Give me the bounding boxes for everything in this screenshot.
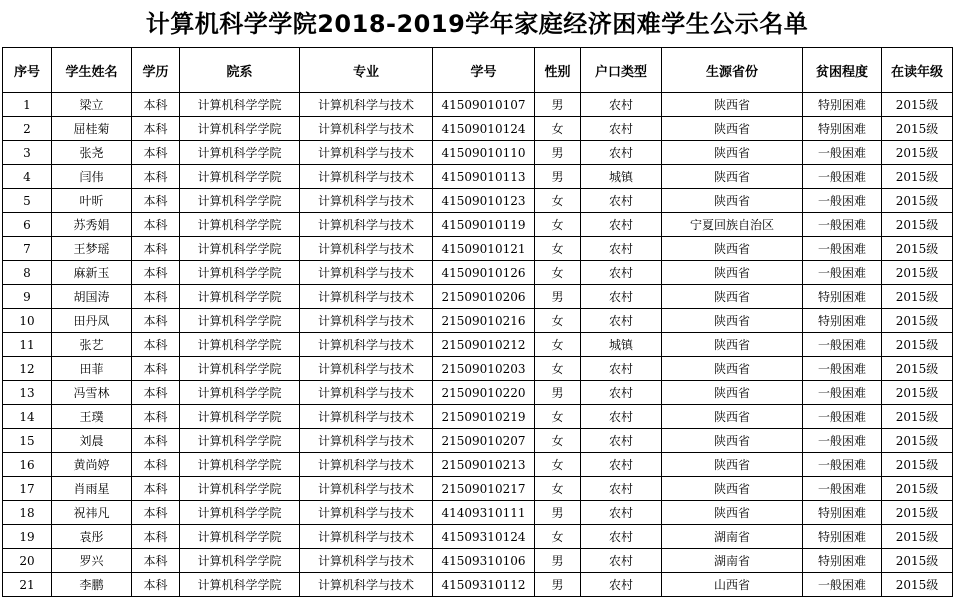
cell-student-name: 田丹凤 [52,309,132,333]
cell-department: 计算机科学学院 [180,453,300,477]
cell-origin-province: 宁夏回族自治区 [662,213,803,237]
cell-index: 13 [3,381,52,405]
cell-department: 计算机科学学院 [180,429,300,453]
cell-department: 计算机科学学院 [180,573,300,597]
cell-gender: 男 [535,141,581,165]
cell-gender: 男 [535,165,581,189]
cell-household-type: 农村 [581,453,662,477]
cell-household-type: 农村 [581,381,662,405]
cell-degree: 本科 [132,405,180,429]
cell-student-name: 李鹏 [52,573,132,597]
cell-student-name: 冯雪林 [52,381,132,405]
cell-degree: 本科 [132,525,180,549]
cell-grade: 2015级 [882,573,953,597]
cell-major: 计算机科学与技术 [300,429,433,453]
cell-poverty-level: 一般困难 [803,477,882,501]
cell-grade: 2015级 [882,213,953,237]
cell-student-name: 罗兴 [52,549,132,573]
cell-degree: 本科 [132,285,180,309]
cell-department: 计算机科学学院 [180,405,300,429]
table-row [3,117,953,141]
student-list-table [2,47,953,597]
cell-department: 计算机科学学院 [180,525,300,549]
cell-grade: 2015级 [882,285,953,309]
cell-department: 计算机科学学院 [180,549,300,573]
table-row [3,501,953,525]
table-row [3,525,953,549]
cell-student-name: 麻新玉 [52,261,132,285]
cell-student-id: 41509010121 [433,237,535,261]
cell-student-name: 袁彤 [52,525,132,549]
cell-grade: 2015级 [882,549,953,573]
cell-degree: 本科 [132,453,180,477]
cell-poverty-level: 一般困难 [803,405,882,429]
cell-index: 17 [3,477,52,501]
cell-department: 计算机科学学院 [180,261,300,285]
cell-department: 计算机科学学院 [180,237,300,261]
cell-degree: 本科 [132,141,180,165]
cell-student-name: 肖雨星 [52,477,132,501]
cell-index: 20 [3,549,52,573]
cell-student-name: 胡国涛 [52,285,132,309]
cell-gender: 男 [535,549,581,573]
table-body [3,93,953,597]
cell-department: 计算机科学学院 [180,477,300,501]
table-row [3,93,953,117]
cell-major: 计算机科学与技术 [300,525,433,549]
cell-household-type: 农村 [581,429,662,453]
cell-poverty-level: 一般困难 [803,141,882,165]
cell-department: 计算机科学学院 [180,285,300,309]
cell-grade: 2015级 [882,261,953,285]
cell-major: 计算机科学与技术 [300,237,433,261]
header-row [3,48,953,93]
cell-grade: 2015级 [882,405,953,429]
cell-gender: 女 [535,213,581,237]
cell-major: 计算机科学与技术 [300,189,433,213]
cell-origin-province: 陕西省 [662,237,803,261]
cell-gender: 女 [535,333,581,357]
cell-gender: 男 [535,501,581,525]
cell-major: 计算机科学与技术 [300,141,433,165]
cell-gender: 女 [535,477,581,501]
table-row [3,333,953,357]
cell-poverty-level: 一般困难 [803,333,882,357]
cell-student-name: 王璞 [52,405,132,429]
cell-gender: 女 [535,429,581,453]
cell-major: 计算机科学与技术 [300,381,433,405]
cell-student-id: 41409310111 [433,501,535,525]
cell-student-id: 21509010212 [433,333,535,357]
cell-index: 5 [3,189,52,213]
cell-gender: 女 [535,237,581,261]
cell-student-id: 41509010123 [433,189,535,213]
cell-major: 计算机科学与技术 [300,549,433,573]
cell-index: 18 [3,501,52,525]
cell-gender: 女 [535,117,581,141]
table-row [3,309,953,333]
cell-student-id: 41509010124 [433,117,535,141]
cell-grade: 2015级 [882,117,953,141]
cell-student-name: 闫伟 [52,165,132,189]
col-header-degree: 学历 [132,48,180,93]
cell-student-id: 41509310106 [433,549,535,573]
cell-poverty-level: 特别困难 [803,285,882,309]
cell-household-type: 农村 [581,357,662,381]
cell-degree: 本科 [132,117,180,141]
cell-degree: 本科 [132,309,180,333]
cell-major: 计算机科学与技术 [300,405,433,429]
cell-poverty-level: 特别困难 [803,93,882,117]
cell-poverty-level: 特别困难 [803,549,882,573]
cell-household-type: 农村 [581,237,662,261]
table-row [3,237,953,261]
cell-student-name: 张尧 [52,141,132,165]
table-row [3,261,953,285]
cell-major: 计算机科学与技术 [300,261,433,285]
col-header-name: 学生姓名 [52,48,132,93]
cell-major: 计算机科学与技术 [300,357,433,381]
cell-student-name: 黄尚婷 [52,453,132,477]
cell-index: 19 [3,525,52,549]
cell-student-id: 21509010203 [433,357,535,381]
cell-major: 计算机科学与技术 [300,309,433,333]
cell-origin-province: 陕西省 [662,189,803,213]
cell-student-name: 梁立 [52,93,132,117]
cell-degree: 本科 [132,165,180,189]
cell-origin-province: 陕西省 [662,333,803,357]
cell-department: 计算机科学学院 [180,501,300,525]
cell-origin-province: 陕西省 [662,93,803,117]
cell-student-name: 田菲 [52,357,132,381]
page-title: 计算机科学学院2018-2019学年家庭经济困难学生公示名单 [145,10,809,38]
cell-index: 3 [3,141,52,165]
cell-student-id: 21509010207 [433,429,535,453]
cell-poverty-level: 特别困难 [803,309,882,333]
table-row [3,381,953,405]
cell-grade: 2015级 [882,501,953,525]
cell-grade: 2015级 [882,429,953,453]
table-row [3,213,953,237]
cell-grade: 2015级 [882,165,953,189]
cell-department: 计算机科学学院 [180,93,300,117]
cell-student-id: 41509010119 [433,213,535,237]
cell-grade: 2015级 [882,141,953,165]
cell-origin-province: 湖南省 [662,525,803,549]
cell-origin-province: 陕西省 [662,285,803,309]
cell-household-type: 农村 [581,477,662,501]
cell-origin-province: 陕西省 [662,165,803,189]
cell-student-id: 41509310124 [433,525,535,549]
cell-index: 8 [3,261,52,285]
cell-grade: 2015级 [882,477,953,501]
cell-major: 计算机科学与技术 [300,165,433,189]
cell-household-type: 农村 [581,573,662,597]
cell-origin-province: 陕西省 [662,477,803,501]
cell-department: 计算机科学学院 [180,309,300,333]
cell-household-type: 农村 [581,261,662,285]
cell-major: 计算机科学与技术 [300,117,433,141]
cell-department: 计算机科学学院 [180,141,300,165]
cell-household-type: 农村 [581,549,662,573]
cell-household-type: 农村 [581,93,662,117]
cell-index: 1 [3,93,52,117]
cell-student-name: 屈桂菊 [52,117,132,141]
cell-poverty-level: 一般困难 [803,381,882,405]
cell-department: 计算机科学学院 [180,333,300,357]
cell-gender: 男 [535,93,581,117]
cell-degree: 本科 [132,189,180,213]
cell-index: 14 [3,405,52,429]
cell-department: 计算机科学学院 [180,357,300,381]
cell-index: 16 [3,453,52,477]
cell-grade: 2015级 [882,357,953,381]
cell-student-id: 41509310112 [433,573,535,597]
cell-origin-province: 陕西省 [662,381,803,405]
cell-major: 计算机科学与技术 [300,501,433,525]
cell-household-type: 农村 [581,213,662,237]
col-header-department: 院系 [180,48,300,93]
cell-poverty-level: 特别困难 [803,501,882,525]
cell-index: 6 [3,213,52,237]
cell-household-type: 农村 [581,501,662,525]
cell-index: 4 [3,165,52,189]
cell-degree: 本科 [132,261,180,285]
col-header-origin-province: 生源省份 [662,48,803,93]
cell-index: 12 [3,357,52,381]
cell-major: 计算机科学与技术 [300,477,433,501]
cell-gender: 男 [535,285,581,309]
cell-origin-province: 陕西省 [662,261,803,285]
cell-household-type: 城镇 [581,333,662,357]
cell-major: 计算机科学与技术 [300,213,433,237]
cell-degree: 本科 [132,333,180,357]
cell-origin-province: 陕西省 [662,309,803,333]
table-row [3,477,953,501]
cell-department: 计算机科学学院 [180,381,300,405]
table-row [3,429,953,453]
cell-student-name: 王梦瑶 [52,237,132,261]
cell-student-id: 21509010216 [433,309,535,333]
col-header-gender: 性别 [535,48,581,93]
cell-grade: 2015级 [882,453,953,477]
cell-origin-province: 陕西省 [662,429,803,453]
cell-student-id: 21509010220 [433,381,535,405]
cell-poverty-level: 一般困难 [803,429,882,453]
cell-gender: 女 [535,309,581,333]
cell-grade: 2015级 [882,237,953,261]
cell-degree: 本科 [132,237,180,261]
cell-poverty-level: 一般困难 [803,189,882,213]
cell-grade: 2015级 [882,189,953,213]
cell-origin-province: 陕西省 [662,453,803,477]
cell-origin-province: 山西省 [662,573,803,597]
table-row [3,405,953,429]
cell-index: 11 [3,333,52,357]
cell-department: 计算机科学学院 [180,189,300,213]
cell-student-id: 41509010113 [433,165,535,189]
cell-poverty-level: 一般困难 [803,237,882,261]
cell-degree: 本科 [132,573,180,597]
cell-poverty-level: 特别困难 [803,117,882,141]
cell-household-type: 农村 [581,117,662,141]
cell-origin-province: 陕西省 [662,141,803,165]
cell-major: 计算机科学与技术 [300,285,433,309]
cell-poverty-level: 一般困难 [803,165,882,189]
cell-degree: 本科 [132,213,180,237]
cell-department: 计算机科学学院 [180,117,300,141]
cell-gender: 女 [535,405,581,429]
cell-poverty-level: 一般困难 [803,261,882,285]
cell-origin-province: 陕西省 [662,405,803,429]
cell-gender: 女 [535,357,581,381]
table-row [3,453,953,477]
cell-student-name: 苏秀娟 [52,213,132,237]
cell-degree: 本科 [132,93,180,117]
cell-student-id: 41509010110 [433,141,535,165]
cell-index: 2 [3,117,52,141]
cell-student-id: 41509010126 [433,261,535,285]
cell-gender: 女 [535,189,581,213]
table-row [3,357,953,381]
table-row [3,141,953,165]
cell-grade: 2015级 [882,381,953,405]
cell-gender: 女 [535,453,581,477]
cell-poverty-level: 一般困难 [803,453,882,477]
cell-degree: 本科 [132,381,180,405]
table-row [3,189,953,213]
cell-student-id: 21509010213 [433,453,535,477]
cell-degree: 本科 [132,429,180,453]
cell-grade: 2015级 [882,93,953,117]
cell-poverty-level: 一般困难 [803,573,882,597]
cell-poverty-level: 一般困难 [803,213,882,237]
cell-index: 10 [3,309,52,333]
table-row [3,549,953,573]
cell-household-type: 农村 [581,285,662,309]
cell-grade: 2015级 [882,333,953,357]
cell-student-id: 41509010107 [433,93,535,117]
cell-degree: 本科 [132,501,180,525]
cell-gender: 男 [535,573,581,597]
cell-department: 计算机科学学院 [180,165,300,189]
cell-household-type: 城镇 [581,165,662,189]
cell-major: 计算机科学与技术 [300,453,433,477]
cell-index: 15 [3,429,52,453]
cell-student-name: 刘晨 [52,429,132,453]
cell-student-name: 祝祎凡 [52,501,132,525]
cell-student-name: 叶昕 [52,189,132,213]
cell-major: 计算机科学与技术 [300,93,433,117]
col-header-index: 序号 [3,48,52,93]
col-header-household-type: 户口类型 [581,48,662,93]
cell-origin-province: 陕西省 [662,357,803,381]
cell-degree: 本科 [132,357,180,381]
cell-gender: 男 [535,381,581,405]
cell-index: 9 [3,285,52,309]
cell-major: 计算机科学与技术 [300,573,433,597]
cell-student-id: 21509010219 [433,405,535,429]
table-row [3,573,953,597]
cell-gender: 女 [535,261,581,285]
col-header-poverty-level: 贫困程度 [803,48,882,93]
cell-student-id: 21509010206 [433,285,535,309]
cell-grade: 2015级 [882,525,953,549]
cell-major: 计算机科学与技术 [300,333,433,357]
cell-student-name: 张艺 [52,333,132,357]
col-header-major: 专业 [300,48,433,93]
cell-student-id: 21509010217 [433,477,535,501]
cell-origin-province: 陕西省 [662,501,803,525]
col-header-grade: 在读年级 [882,48,953,93]
cell-household-type: 农村 [581,525,662,549]
cell-household-type: 农村 [581,141,662,165]
col-header-student-id: 学号 [433,48,535,93]
cell-degree: 本科 [132,549,180,573]
cell-household-type: 农村 [581,405,662,429]
cell-household-type: 农村 [581,189,662,213]
cell-poverty-level: 特别困难 [803,525,882,549]
cell-department: 计算机科学学院 [180,213,300,237]
cell-grade: 2015级 [882,309,953,333]
cell-origin-province: 陕西省 [662,117,803,141]
cell-household-type: 农村 [581,309,662,333]
cell-origin-province: 湖南省 [662,549,803,573]
cell-index: 7 [3,237,52,261]
table-row [3,165,953,189]
table-row [3,285,953,309]
cell-index: 21 [3,573,52,597]
cell-gender: 女 [535,525,581,549]
cell-poverty-level: 一般困难 [803,357,882,381]
cell-degree: 本科 [132,477,180,501]
